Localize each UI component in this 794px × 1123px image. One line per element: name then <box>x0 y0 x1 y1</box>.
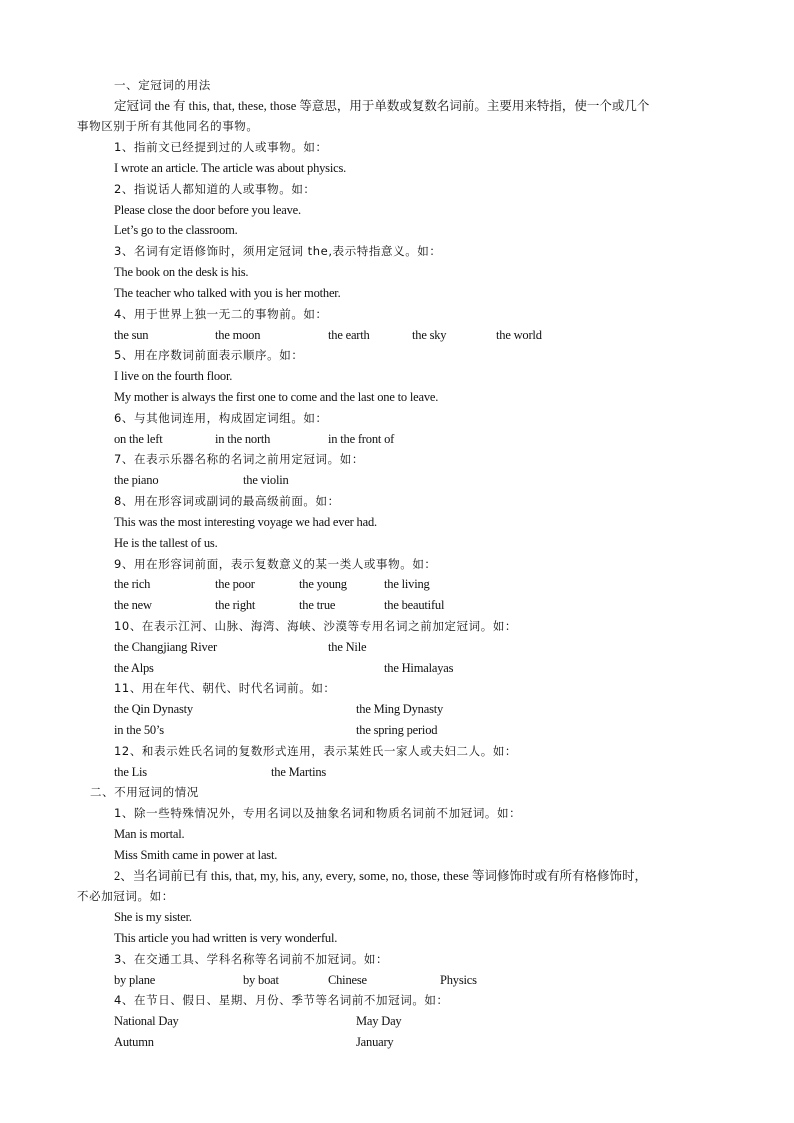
rule-11-examples-2 <box>0 722 794 738</box>
example-word: the earth <box>328 328 370 342</box>
no-article-rule-1-example-2: Miss Smith came in power at last. <box>114 848 278 862</box>
example-word: the Changjiang River <box>114 640 217 654</box>
example-word: the poor <box>215 577 255 591</box>
no-article-rule-2-example-2: This article you had written is very wonderful. <box>114 931 338 945</box>
example-word: the world <box>496 328 542 342</box>
rule-12: 12、和表示姓氏名词的复数形式连用，表示某姓氏一家人或夫妇二人。如： <box>114 744 518 758</box>
rule-12-examples <box>0 764 794 780</box>
rule-3-example-2: The teacher who talked with you is her mother. <box>114 286 341 300</box>
rule-7-examples <box>0 472 794 488</box>
no-article-rule-4-examples-2 <box>0 1034 794 1050</box>
rule-2-example-2: Let’s go to the classroom. <box>114 223 238 237</box>
example-word: the moon <box>215 328 261 342</box>
example-word: the Himalayas <box>384 661 454 675</box>
rule-5: 5、用在序数词前面表示顺序。如： <box>114 348 304 362</box>
example-word: in the north <box>215 432 271 446</box>
rule-1: 1、指前文已经提到过的人或事物。如： <box>114 140 328 154</box>
no-article-rule-1-example-1: Man is mortal. <box>114 827 185 841</box>
example-word: the Ming Dynasty <box>356 702 444 716</box>
example-word: the young <box>299 577 347 591</box>
no-article-rule-4: 4、在节日、假日、星期、月份、季节等名词前不加冠词。如： <box>114 993 449 1007</box>
no-article-rule-2-example-1: She is my sister. <box>114 910 192 924</box>
example-word: the Martins <box>271 765 327 779</box>
rule-2: 2、指说话人都知道的人或事物。如： <box>114 182 316 196</box>
rule-1-example-1: I wrote an article. The article was about physics. <box>114 161 347 175</box>
rule-11-examples-1 <box>0 701 794 717</box>
rule-5-example-1: I live on the fourth floor. <box>114 369 233 383</box>
example-word: the Nile <box>328 640 367 654</box>
example-word: the Qin Dynasty <box>114 702 193 716</box>
no-article-rule-1: 1、除一些特殊情况外，专用名词以及抽象名词和物质名词前不加冠词。如： <box>114 806 522 820</box>
example-word: in the front of <box>328 432 395 446</box>
rule-4: 4、用于世界上独一无二的事物前。如： <box>114 307 328 321</box>
rule-8: 8、用在形容词或副词的最高级前面。如： <box>114 494 340 508</box>
example-word: the true <box>299 598 336 612</box>
rule-7: 7、在表示乐器名称的名词之前用定冠词。如： <box>114 452 364 466</box>
example-word: the rich <box>114 577 151 591</box>
section-heading-2: 二、不用冠词的情况 <box>90 785 199 799</box>
example-word: Physics <box>440 973 477 987</box>
example-word: the spring period <box>356 723 438 737</box>
example-word: the sun <box>114 328 149 342</box>
example-word: the Lis <box>114 765 147 779</box>
no-article-rule-4-examples-1 <box>0 1013 794 1029</box>
rule-6-examples <box>0 431 794 447</box>
example-word: the piano <box>114 473 159 487</box>
rule-5-example-2: My mother is always the first one to come and the last one to leave. <box>114 390 439 404</box>
example-word: the violin <box>243 473 289 487</box>
example-word: on the left <box>114 432 163 446</box>
rule-9-examples-2 <box>0 597 794 613</box>
example-word: the living <box>384 577 430 591</box>
no-article-rule-3-examples <box>0 972 794 988</box>
rule-3: 3、名词有定语修饰时，须用定冠词 the,表示特指意义。如： <box>114 244 442 258</box>
example-word: Chinese <box>328 973 367 987</box>
example-word: the new <box>114 598 152 612</box>
example-word: the Alps <box>114 661 154 675</box>
rule-3-example-1: The book on the desk is his. <box>114 265 249 279</box>
rule-9: 9、用在形容词前面，表示复数意义的某一类人或事物。如： <box>114 557 437 571</box>
example-word: by boat <box>243 973 279 987</box>
section-1-intro-line-1: 定冠词 the 有 this, that, these, those 等意思，用于单数或复数名词前。主要用来特指，使一个或几个 <box>114 99 650 113</box>
no-article-rule-2-line-2: 不必加冠词。如： <box>77 889 174 903</box>
rule-11: 11、用在年代、朝代、时代名词前。如： <box>114 681 336 695</box>
no-article-rule-2-line-1: 2、当名词前已有 this, that, my, his, any, every, some, no, those, these 等词修饰时或有所有格修饰时， <box>114 869 647 883</box>
example-word: January <box>356 1035 394 1049</box>
example-word: May Day <box>356 1014 402 1028</box>
rule-6: 6、与其他词连用，构成固定词组。如： <box>114 411 328 425</box>
example-word: by plane <box>114 973 156 987</box>
rule-10-examples-1 <box>0 639 794 655</box>
example-word: the sky <box>412 328 447 342</box>
rule-10: 10、在表示江河、山脉、海湾、海峡、沙漠等专用名词之前加定冠词。如： <box>114 619 518 633</box>
rule-10-examples-2 <box>0 660 794 676</box>
example-word: the right <box>215 598 256 612</box>
rule-9-examples-1 <box>0 576 794 592</box>
rule-8-example-1: This was the most interesting voyage we had ever had. <box>114 515 377 529</box>
example-word: in the 50’s <box>114 723 164 737</box>
section-1-intro-line-2: 事物区别于所有其他同名的事物。 <box>77 119 259 133</box>
example-word: National Day <box>114 1014 179 1028</box>
no-article-rule-3: 3、在交通工具、学科名称等名词前不加冠词。如： <box>114 952 389 966</box>
example-word: the beautiful <box>384 598 445 612</box>
rule-8-example-2: He is the tallest of us. <box>114 536 218 550</box>
example-word: Autumn <box>114 1035 154 1049</box>
section-heading-1: 一、定冠词的用法 <box>114 78 211 92</box>
rule-4-examples <box>0 327 794 343</box>
rule-2-example-1: Please close the door before you leave. <box>114 203 301 217</box>
